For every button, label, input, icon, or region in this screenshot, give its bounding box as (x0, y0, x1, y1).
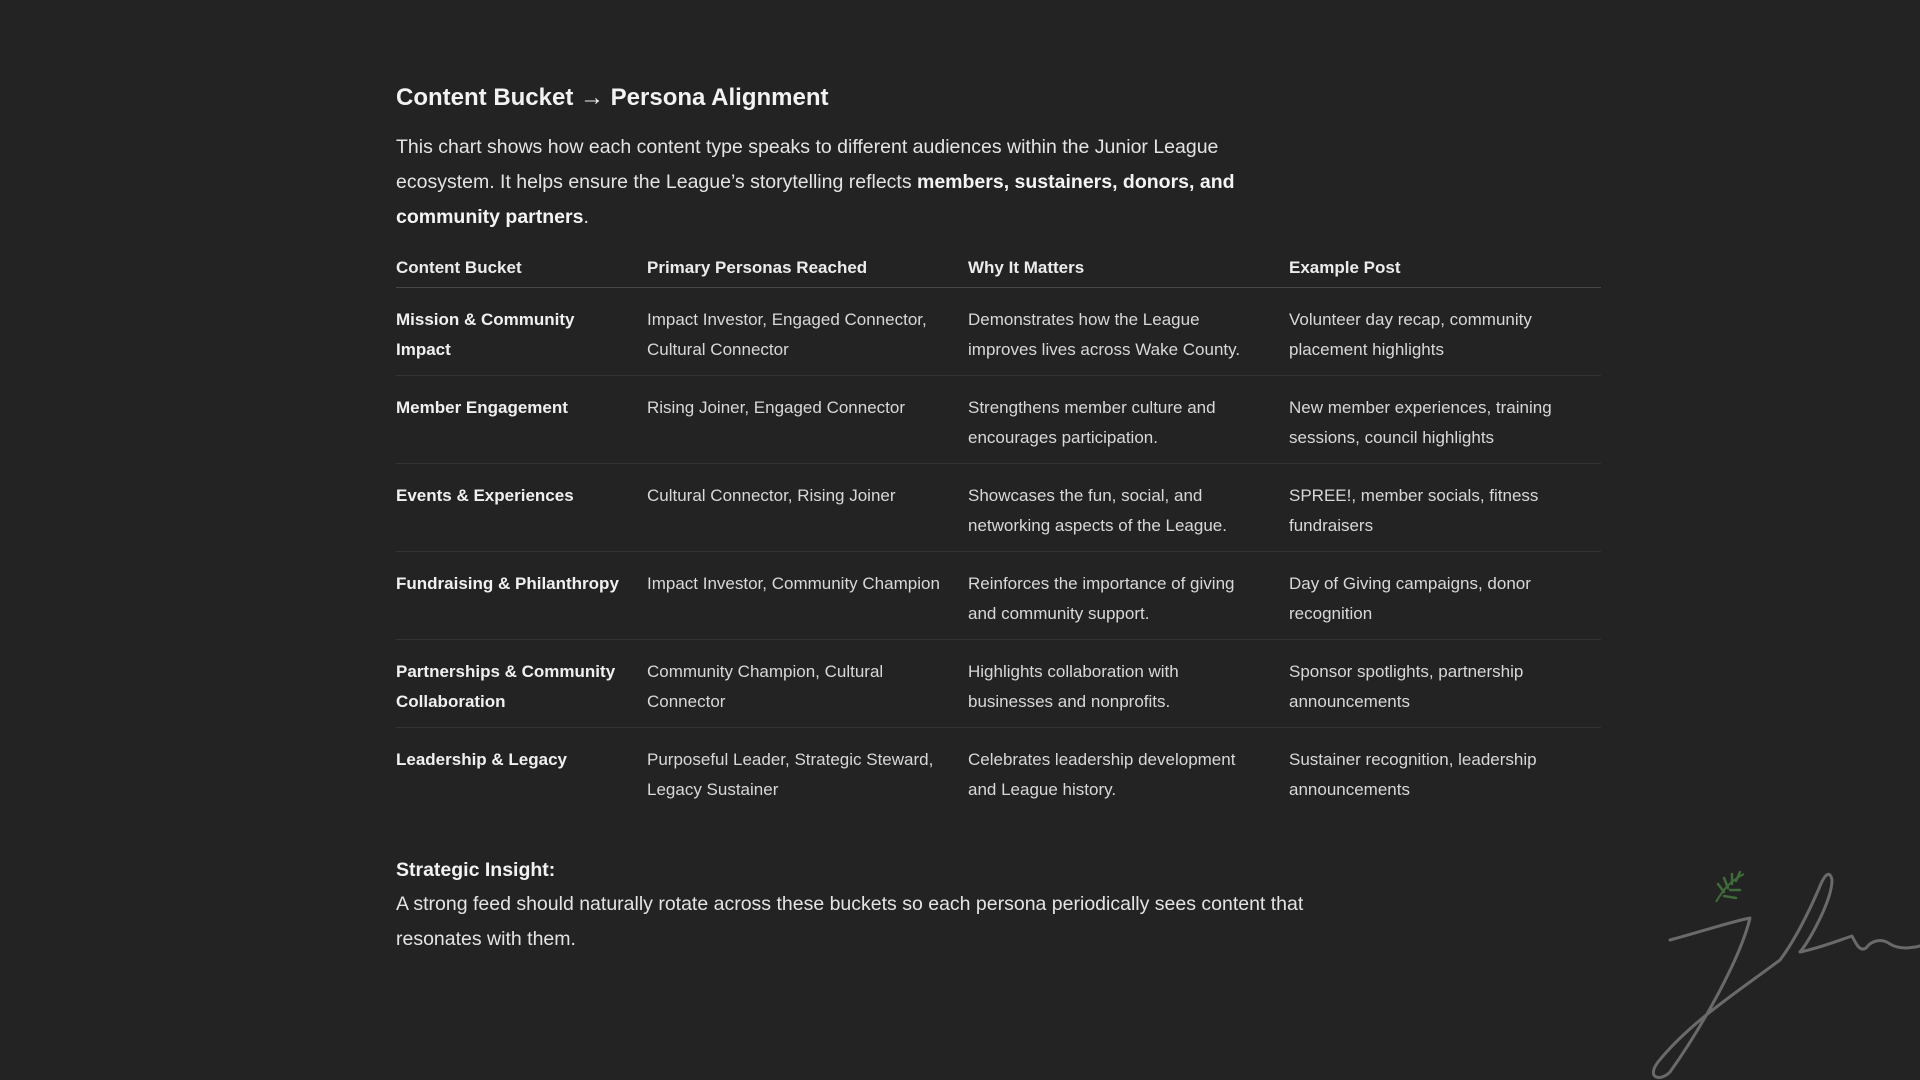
header-content-bucket: Content Bucket (396, 250, 647, 288)
cell-why: Reinforces the importance of giving and community support. (968, 552, 1289, 640)
header-example-post: Example Post (1289, 250, 1601, 288)
strategic-insight (396, 855, 1601, 957)
cell-content-bucket: Mission & Community Impact (396, 288, 647, 376)
cell-personas: Purposeful Leader, Strategic Steward, Legacy Sustainer (647, 750, 934, 799)
cell-content-bucket: Member Engagement (396, 376, 647, 464)
cell-content-bucket: Leadership & Legacy (396, 750, 568, 769)
cell-content-bucket: Fundraising & Philanthropy (396, 552, 647, 640)
cell-personas: Cultural Connector, Rising Joiner (647, 464, 968, 552)
cell-example: SPREE!, member socials, fitness fundraisers (1289, 464, 1601, 552)
intro-paragraph (396, 130, 1286, 235)
table-row (396, 552, 1601, 640)
cell-why: Celebrates leadership development and League history. (968, 750, 1236, 799)
cell-personas: Impact Investor, Community Champion (647, 552, 968, 640)
leaf-icon (1716, 872, 1744, 902)
cell-personas: Rising Joiner, Engaged Connector (647, 376, 968, 464)
table-header-row (396, 250, 1601, 288)
cell-why: Demonstrates how the League improves lives across Wake County. (968, 288, 1289, 376)
jlr-signature-logo (1620, 840, 1920, 1080)
table-row (396, 376, 1601, 464)
persona-alignment-table (396, 250, 1601, 815)
cell-example: Day of Giving campaigns, donor recognition (1289, 552, 1601, 640)
cell-why: Showcases the fun, social, and networking aspects of the League. (968, 464, 1289, 552)
cell-personas: Impact Investor, Engaged Connector, Cultural Connector (647, 288, 968, 376)
insight-title: Strategic Insight: (396, 859, 556, 881)
cell-example: Volunteer day recap, community placement highlights (1289, 288, 1601, 376)
cell-content-bucket: Events & Experiences (396, 464, 647, 552)
content-area (396, 80, 1601, 957)
header-why-it-matters: Why It Matters (968, 250, 1289, 288)
intro-bold-text: members, sustainers, donors, and community partners (396, 171, 1235, 228)
intro-text: This chart shows how each content type speaks to different audiences within the Junior League ecosystem. It helps ensure the League’s storytelling reflects (396, 136, 1219, 193)
table-row (396, 728, 1601, 816)
header-primary-personas: Primary Personas Reached (647, 250, 968, 288)
cell-why: Highlights collaboration with businesses and nonprofits. (968, 640, 1289, 728)
page-title: Content Bucket → Persona Alignment (396, 84, 829, 111)
cell-why: Strengthens member culture and encourages participation. (968, 376, 1289, 464)
table-row (396, 288, 1601, 376)
insight-text: A strong feed should naturally rotate across these buckets so each persona periodically sees content that resonates with them. (396, 893, 1304, 950)
cell-personas: Community Champion, Cultural Connector (647, 640, 968, 728)
cell-example: Sponsor spotlights, partnership announcements (1289, 640, 1601, 728)
intro-text-end: . (583, 206, 589, 228)
cell-example: Sustainer recognition, leadership announcements (1289, 750, 1537, 799)
table-row (396, 464, 1601, 552)
table-row (396, 640, 1601, 728)
signature-stroke (1653, 874, 1920, 1077)
cell-content-bucket: Partnerships & Community Collaboration (396, 640, 647, 728)
cell-example: New member experiences, training sessions, council highlights (1289, 376, 1601, 464)
